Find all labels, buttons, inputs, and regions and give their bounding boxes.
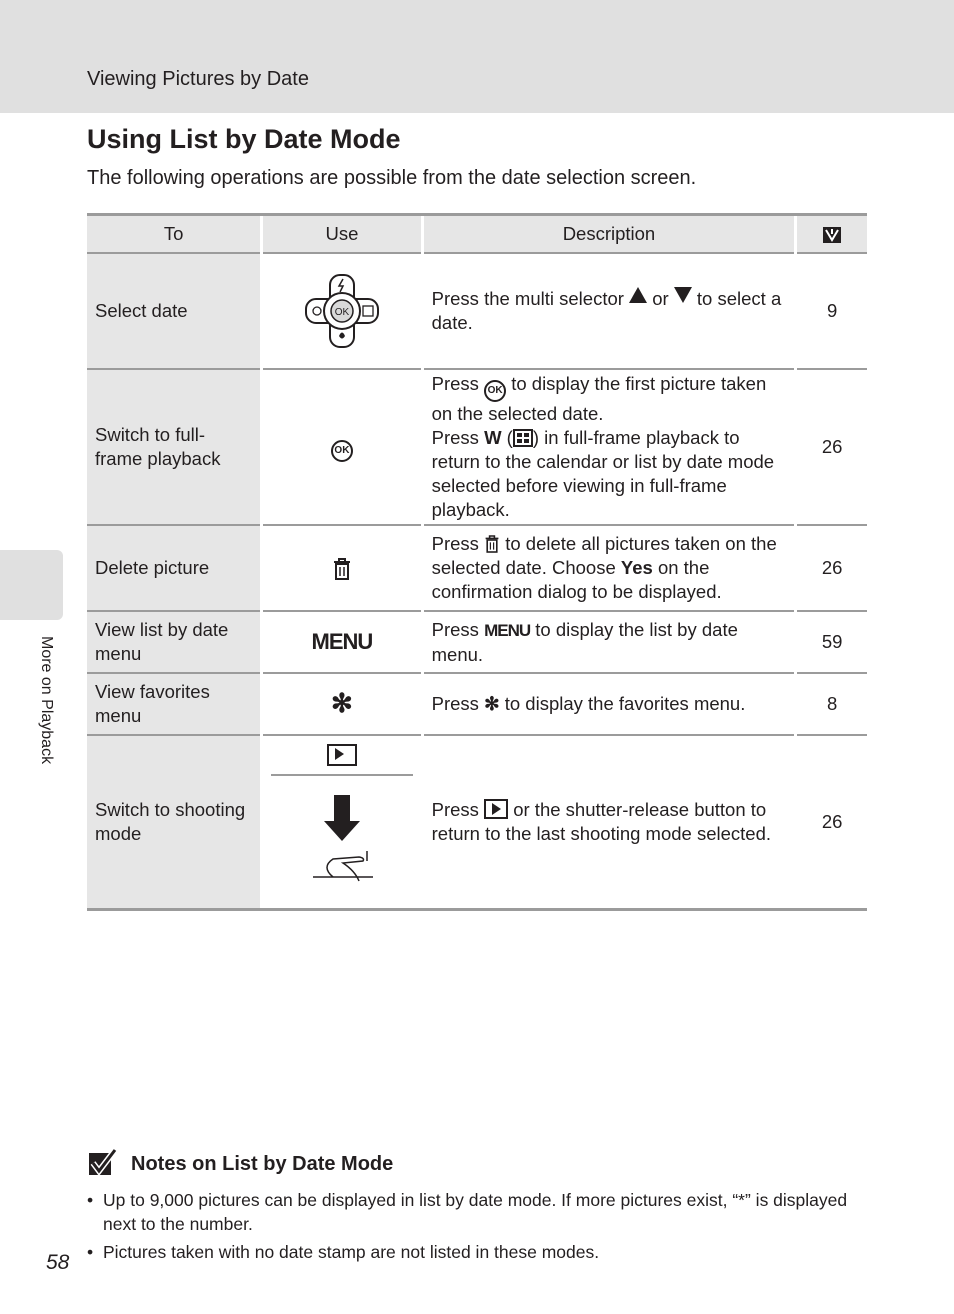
header-band [0, 0, 954, 113]
table-header-row [87, 215, 867, 254]
row-description: Press or the shutter-release button to return to the last shooting mode selected. [422, 735, 796, 910]
page-reference-icon [822, 225, 842, 245]
menu-button-icon: MENU [484, 620, 531, 640]
row-page: 8 [796, 673, 867, 735]
side-tab [0, 550, 63, 620]
header-description: Description [422, 215, 796, 254]
ok-button-icon: OK [331, 440, 353, 462]
row-use [262, 525, 422, 611]
notes-list [87, 1188, 857, 1268]
table-row [87, 525, 867, 611]
row-to: Switch to full-frame playback [87, 369, 262, 525]
operations-table [87, 213, 867, 911]
row-description: Press OK to display the first picture taken on the selected date. Press W ( ) in full-frame playback to return to the calendar or list by date mode selected before viewing in full-frame playback. [422, 369, 796, 525]
row-page: 26 [796, 525, 867, 611]
row-page: 9 [796, 253, 867, 369]
checkmark-icon [87, 1147, 119, 1179]
row-to: Switch to shooting mode [87, 735, 262, 910]
row-use [262, 735, 422, 910]
row-page: 59 [796, 611, 867, 673]
row-page: 26 [796, 369, 867, 525]
row-to: View favorites menu [87, 673, 262, 735]
row-to: Select date [87, 253, 262, 369]
page-title: Using List by Date Mode [87, 124, 401, 154]
thumbnail-icon [513, 429, 533, 447]
header-page [796, 215, 867, 254]
list-item: • Pictures taken with no date stamp are not listed in these modes. [87, 1240, 857, 1264]
favorites-icon: ✻ [484, 693, 500, 714]
table-row [87, 253, 867, 369]
favorites-icon: ✻ [331, 687, 353, 718]
playback-cell [271, 736, 412, 776]
delete-icon [484, 534, 500, 554]
table-row [87, 369, 867, 525]
table-row [87, 673, 867, 735]
list-item: • Up to 9,000 pictures can be displayed in list by date mode. If more pictures exist, “*” is displayed next to the number. [87, 1188, 857, 1236]
shutter-cell [271, 776, 412, 908]
playback-button-icon [327, 744, 357, 766]
row-page: 26 [796, 735, 867, 910]
intro-text: The following operations are possible from the date selection screen. [87, 167, 697, 189]
header-use: Use [262, 215, 422, 254]
row-description: Press to delete all pictures taken on the selected date. Choose Yes on the confirmation dialog to be displayed. [422, 525, 796, 611]
shutter-release-icon [307, 787, 377, 897]
notes-title: Notes on List by Date Mode [131, 1153, 394, 1175]
row-use [262, 253, 422, 369]
row-use [262, 369, 422, 525]
ok-button-icon: OK [484, 380, 506, 402]
page-number: 58 [46, 1251, 70, 1274]
section-label: Viewing Pictures by Date [87, 68, 309, 90]
down-arrow-icon [674, 287, 692, 303]
row-description: Press MENU to display the list by date menu. [422, 611, 796, 673]
row-use [262, 611, 422, 673]
up-arrow-icon [629, 287, 647, 303]
row-description: Press ✻ to display the favorites menu. [422, 673, 796, 735]
multi-selector-icon [302, 271, 382, 351]
menu-button-icon: MENU [311, 628, 373, 654]
row-description: Press the multi selector or to select a date. [422, 253, 796, 369]
delete-icon [332, 557, 352, 581]
side-tab-label: More on Playback [38, 636, 55, 765]
svg-text:OK: OK [334, 307, 350, 318]
row-use [262, 673, 422, 735]
header-to: To [87, 215, 262, 254]
table-row [87, 611, 867, 673]
row-to: Delete picture [87, 525, 262, 611]
row-to: View list by date menu [87, 611, 262, 673]
playback-button-icon [484, 799, 508, 819]
zoom-w-glyph: W [484, 427, 502, 448]
table-row [87, 735, 867, 910]
